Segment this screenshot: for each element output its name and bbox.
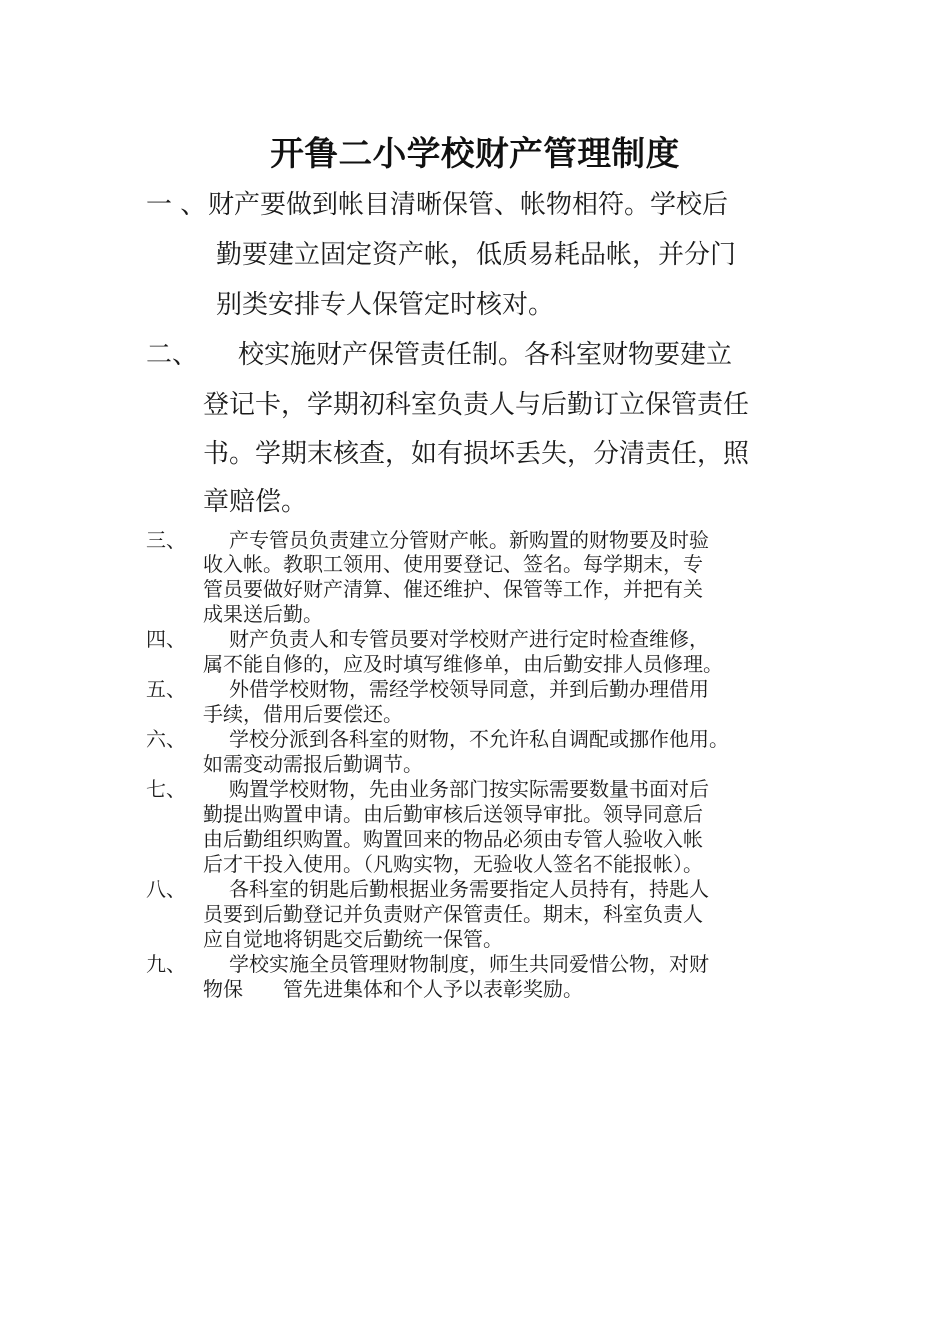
item-3-number: 三、 — [146, 528, 186, 552]
item-9-line-2: 物保 管先进集体和个人予以表彰奖励。 — [203, 977, 583, 1001]
item-2-line-1: 校实施财产保管责任制。各科室财物要建立 — [238, 340, 733, 370]
item-2-number: 二、 — [146, 340, 199, 370]
item-7-line-3: 由后勤组织购置。购置回来的物品必须由专管人验收入帐 — [203, 827, 703, 851]
item-9-number: 九、 — [146, 952, 186, 976]
item-1-line-2: 勤要建立固定资产帐，低质易耗品帐，并分门 — [216, 240, 737, 270]
item-5-line-2: 手续，借用后要偿还。 — [203, 702, 403, 726]
item-8-number: 八、 — [146, 877, 186, 901]
page-title: 开鲁二小学校财产管理制度 — [270, 134, 680, 173]
item-2-line-3: 书。学期末核查，如有损坏丢失，分清责任，照 — [203, 439, 750, 469]
item-1-line-1: 财产要做到帐目清晰保管、帐物相符。学校后 — [208, 190, 729, 220]
item-3-line-1: 产专管员负责建立分管财产帐。新购置的财物要及时验 — [229, 528, 709, 552]
item-1-number: 一 、 — [146, 190, 207, 220]
item-7-line-4: 后才干投入使用。（凡购实物，无验收人签名不能报帐）。 — [203, 852, 703, 876]
item-4-number: 四、 — [146, 627, 186, 651]
item-8-line-1: 各科室的钥匙后勤根据业务需要指定人员持有，持匙人 — [229, 877, 709, 901]
item-7-line-1: 购置学校财物，先由业务部门按实际需要数量书面对后 — [229, 777, 709, 801]
item-8-line-2: 员要到后勤登记并负责财产保管责任。期末，科室负责人 — [203, 902, 703, 926]
item-9-line-1: 学校实施全员管理财物制度，师生共同爱惜公物，对财 — [229, 952, 709, 976]
item-5-number: 五、 — [146, 677, 186, 701]
item-7-number: 七、 — [146, 777, 186, 801]
item-4-line-2: 属不能自修的，应及时填写维修单，由后勤安排人员修理。 — [203, 652, 723, 676]
item-5-line-1: 外借学校财物，需经学校领导同意，并到后勤办理借用 — [229, 677, 709, 701]
item-3-line-3: 管员要做好财产清算、催还维护、保管等工作，并把有关 — [203, 577, 703, 601]
item-7-line-2: 勤提出购置申请。由后勤审核后送领导审批。领导同意后 — [203, 802, 703, 826]
item-2-line-2: 登记卡，学期初科室负责人与后勤订立保管责任 — [203, 390, 750, 420]
item-6-number: 六、 — [146, 727, 186, 751]
item-2-line-4: 章赔偿。 — [203, 487, 308, 517]
item-6-line-2: 如需变动需报后勤调节。 — [203, 752, 423, 776]
item-4-line-1: 财产负责人和专管员要对学校财产进行定时检查维修， — [229, 627, 709, 651]
item-3-line-4: 成果送后勤。 — [203, 602, 323, 626]
item-8-line-3: 应自觉地将钥匙交后勤统一保管。 — [203, 927, 503, 951]
item-1-line-3: 别类安排专人保管定时核对。 — [216, 290, 555, 320]
item-3-line-2: 收入帐。教职工领用、使用要登记、签名。每学期末，专 — [203, 552, 703, 576]
item-6-line-1: 学校分派到各科室的财物，不允许私自调配或挪作他用。 — [229, 727, 729, 751]
